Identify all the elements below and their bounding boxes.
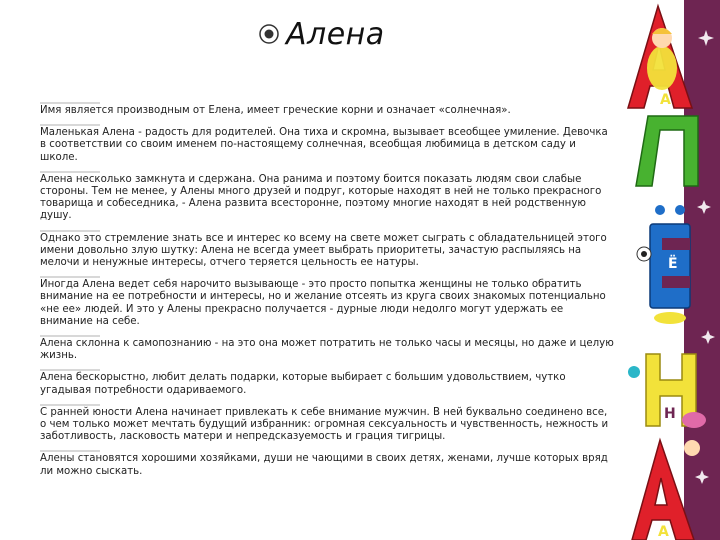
- paragraph: Имя является производным от Елена, имеет греческие корни и означает «солнечная».: [40, 102, 615, 117]
- paragraph: Алена бескорыстно, любит делать подарки, которые выбирает с большим удовольствием, чутко угадывая потребности одариваемого.: [40, 369, 615, 396]
- slide-title: [258, 14, 385, 54]
- title-text: Алена: [286, 16, 385, 52]
- svg-text:А: А: [660, 92, 671, 108]
- body-text: [40, 102, 615, 485]
- decorative-letters: [614, 0, 720, 540]
- svg-text:Ё: Ё: [668, 256, 678, 272]
- paragraph: Алена склонна к самопознанию - на это она может потратить не только часы и месяцы, но даже и целую жизнь.: [40, 335, 615, 362]
- svg-text:Л: Л: [660, 170, 672, 186]
- svg-text:А: А: [658, 524, 669, 540]
- paragraph: Алена несколько замкнута и сдержана. Она ранима и поэтому боится показать людям свои слабые стороны. Тем не менее, у Алены много друзей и подруг, которые находят в ней не только прекрасного товарища и собеседника, - Алена развита всесторонне, поэтому многие находят в ней родственную душу.: [40, 171, 615, 223]
- target-bullet-icon: [258, 23, 280, 45]
- paragraph: Маленькая Алена - радость для родителей. Она тиха и скромна, вызывает всеобщее умиление. Девочка в соответствии со своим именем по-настоящему солнечная, всеобщая любимица в детском саду и школе.: [40, 124, 615, 164]
- paragraph: Однако это стремление знать все и интерес ко всему на свете может сыграть с обладательницей этого имени довольно злую шутку: Алена не всегда умеет выбрать приоритеты, зачастую распыляясь на мелочи и ненужные интересы, отчего теряется цельность ее натуры.: [40, 230, 615, 270]
- svg-text:Н: Н: [664, 406, 676, 422]
- paragraph: Алены становятся хорошими хозяйками, души не чающими в своих детях, женами, лучше которых вряд ли можно сыскать.: [40, 450, 615, 477]
- paragraph: Иногда Алена ведет себя нарочито вызывающе - это просто попытка женщины не только обратить внимание на ее потребности и интересы, но и желание отсеять из круга своих знакомых потенциально «не ее» людей. И это у Алены прекрасно получается - дурные люди недолго могут удержать ее внимание на себе.: [40, 276, 615, 328]
- paragraph: С ранней юности Алена начинает привлекать к себе внимание мужчин. В ней буквально соединено все, о чем только может мечтать будущий избранник: огромная сексуальность и чувственность, нежность и заботливость, ласковость матери и непредсказуемость и грация тигрицы.: [40, 404, 615, 444]
